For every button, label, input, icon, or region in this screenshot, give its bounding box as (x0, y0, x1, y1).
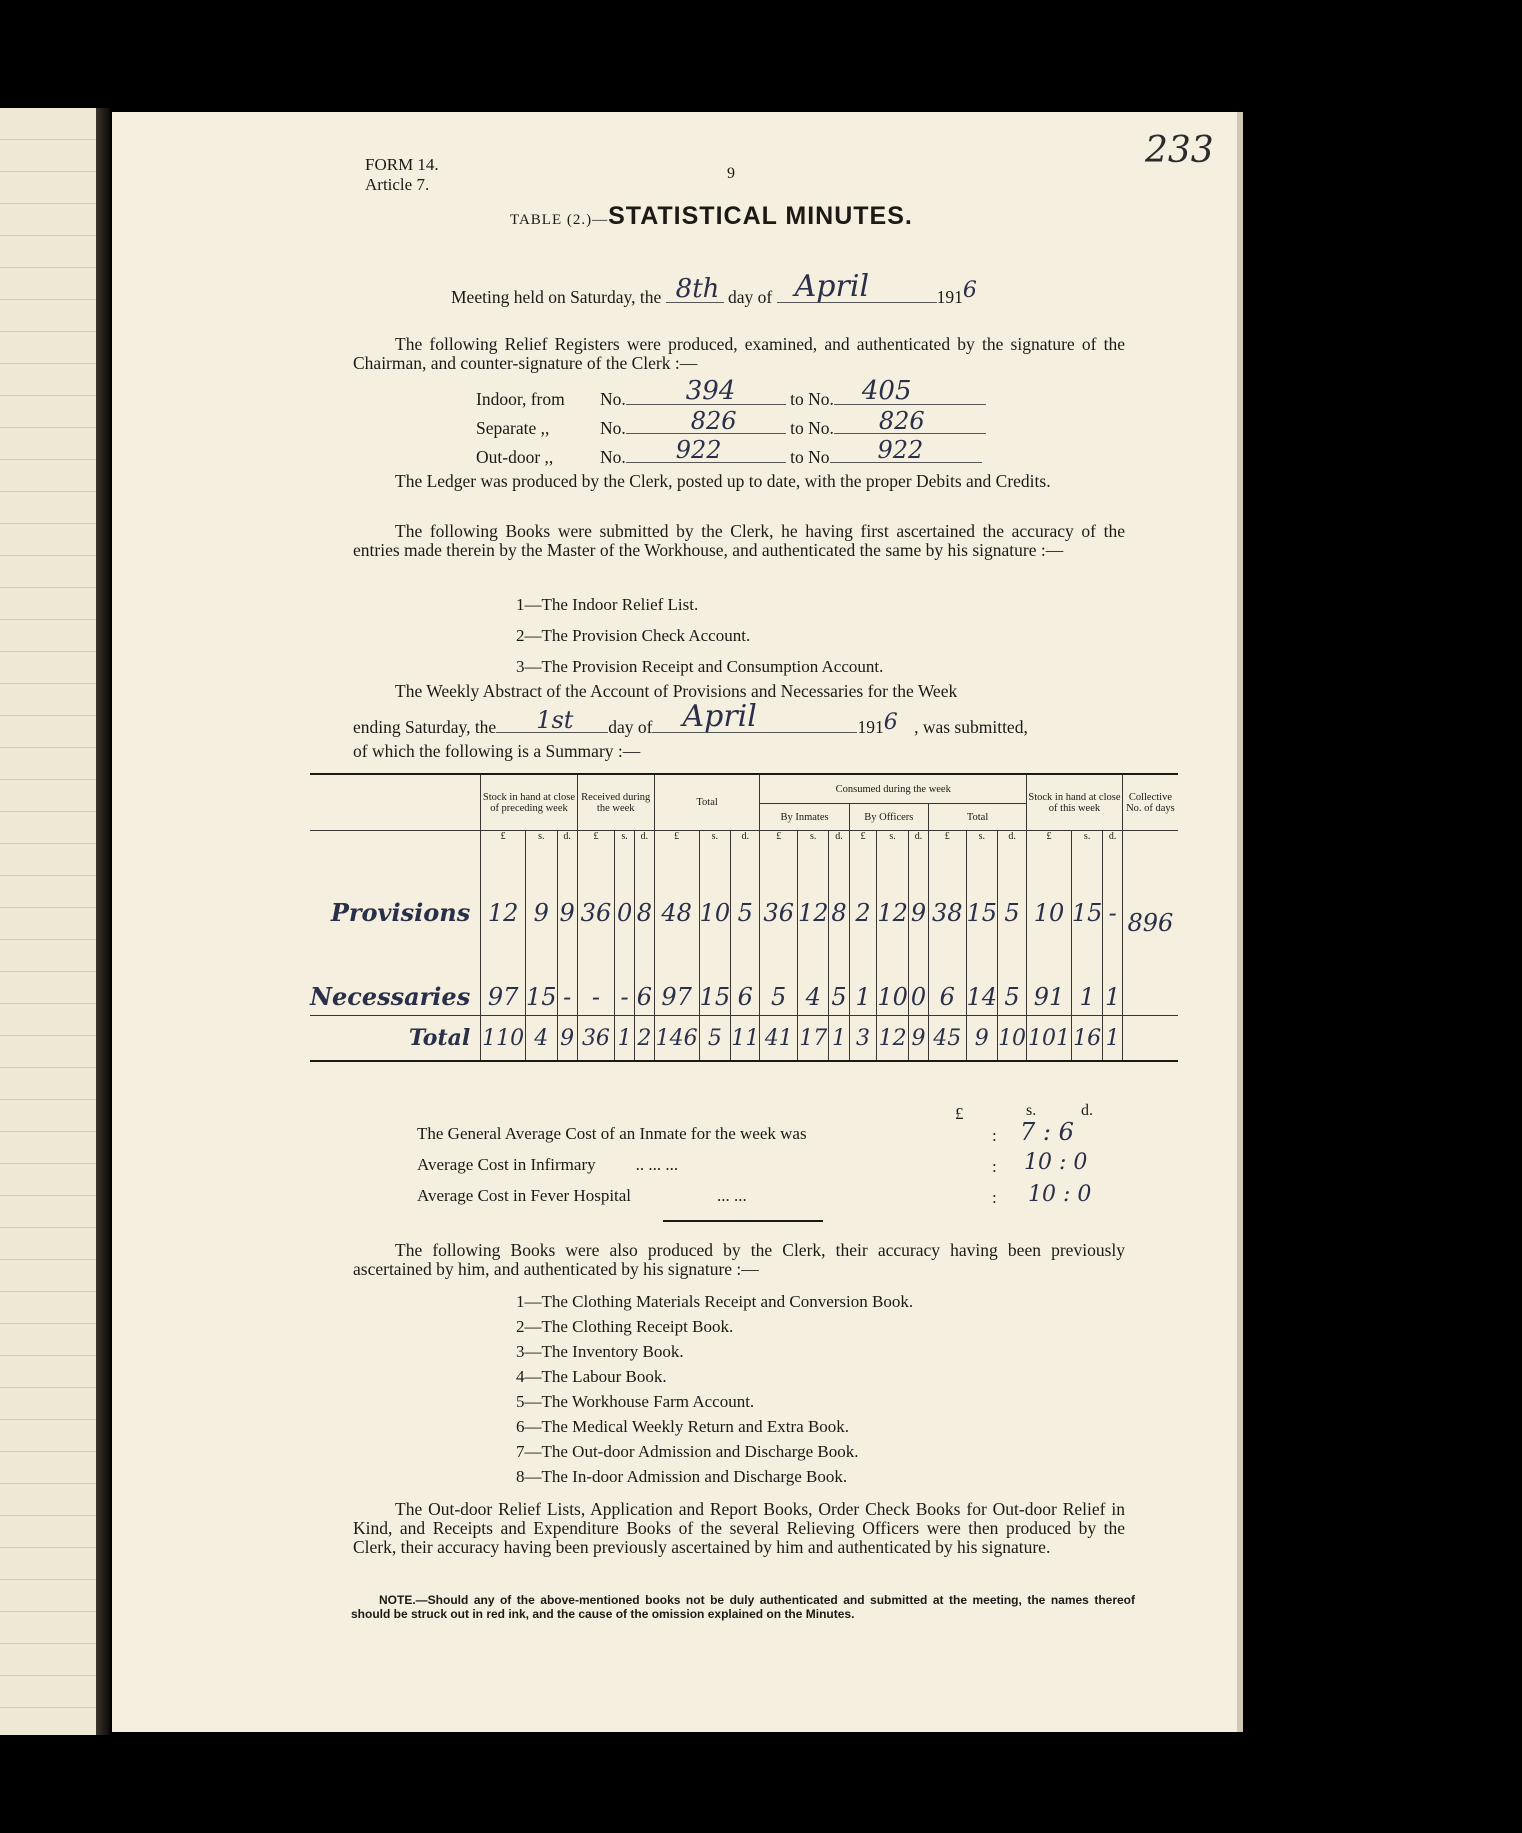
abstract-month: April (682, 699, 757, 734)
unit-label: d. (557, 831, 577, 848)
list-item: 3—The Inventory Book. (516, 1342, 684, 1361)
list-item: 3—The Provision Receipt and Consumption Account. (516, 657, 884, 676)
header-collective-days: Collective No. of days (1122, 774, 1178, 831)
summary-table (310, 773, 1178, 1062)
avg-row-general: The General Average Cost of an Inmate for the week was (417, 1124, 807, 1143)
register-to-label: to No (790, 447, 830, 467)
table-cell-blank (1122, 1016, 1178, 1062)
register-label: Separate ,, (476, 418, 550, 438)
avg-unit-s: s. (1026, 1102, 1037, 1119)
ledger-text: The Ledger was produced by the Clerk, posted up to date, with the proper Debits and Credits. (395, 471, 1051, 491)
meeting-month-field (777, 269, 937, 304)
meeting-year-prefix: 191 (936, 287, 963, 307)
table-cell: 4 (797, 931, 829, 1016)
unit-label: d. (634, 831, 654, 848)
register-to-field (830, 436, 982, 464)
list-item: 1—The Indoor Relief List. (516, 595, 699, 614)
table-cell: 12 (877, 847, 909, 931)
table-cell: - (615, 931, 635, 1016)
also-list (516, 1289, 913, 1489)
table-cell: 16 (1071, 1016, 1103, 1062)
table-cell: 2 (634, 1016, 654, 1062)
header-received: Received during the week (577, 774, 654, 831)
unit-label: £ (1027, 831, 1072, 848)
unit-label: d. (1103, 831, 1122, 848)
table-cell: - (557, 931, 577, 1016)
unit-label: s. (526, 831, 558, 848)
table-cell: - (1103, 847, 1122, 931)
table-cell: 110 (481, 1016, 526, 1062)
register-no-label: No. (600, 389, 626, 409)
meeting-day-field (666, 274, 724, 304)
table-cell: 36 (577, 847, 614, 931)
table-cell: 5 (731, 847, 760, 931)
list-item: 2—The Provision Check Account. (516, 626, 751, 645)
register-no-label: No. (600, 447, 626, 467)
table-cell: 5 (829, 931, 849, 1016)
unit-label: d. (731, 831, 760, 848)
table-cell: 10 (877, 931, 909, 1016)
list-item: 1—The Clothing Materials Receipt and Conversion Book. (516, 1292, 914, 1311)
abstract-year-digit: 6 (883, 710, 898, 735)
register-to-label: to No. (790, 389, 834, 409)
colon: : (992, 1188, 997, 1207)
table-cell: 12 (877, 1016, 909, 1062)
table-cell: 36 (760, 847, 797, 931)
register-from-field (626, 436, 786, 464)
abstract-ending: ending Saturday, the (353, 717, 497, 737)
table-cell: 5 (760, 931, 797, 1016)
article-number: Article 7. (365, 175, 430, 194)
table-cell: 97 (654, 931, 699, 1016)
unit-label: £ (849, 831, 877, 848)
table-cell: 41 (760, 1016, 797, 1062)
table-label: TABLE (2.)— (510, 212, 609, 228)
table-cell: 15 (966, 847, 998, 931)
table-cell: 5 (998, 931, 1027, 1016)
table-cell: 1 (829, 1016, 849, 1062)
unit-label: s. (615, 831, 635, 848)
register-from: 922 (675, 436, 722, 464)
table-cell: 5 (998, 847, 1027, 931)
abstract-line2 (353, 699, 1028, 739)
table-cell: 17 (797, 1016, 829, 1062)
avg-label: Average Cost in Infirmary (417, 1155, 596, 1174)
footnote (351, 1593, 1135, 1621)
unit-label: s. (699, 831, 731, 848)
header-by-inmates: By Inmates (760, 804, 849, 831)
table-cell: 4 (526, 1016, 558, 1062)
register-to-label: to No. (790, 418, 834, 438)
header-stock-this: Stock in hand at close of this week (1027, 774, 1123, 831)
note-label: NOTE. (379, 1593, 416, 1607)
colon: : (992, 1126, 997, 1145)
avg-row-fever (417, 1186, 747, 1206)
outdoor-paragraph (353, 1500, 1125, 1557)
header-blank (310, 774, 481, 831)
facing-page (0, 108, 104, 1735)
table-cell: 10 (1027, 847, 1072, 931)
register-to: 826 (878, 407, 925, 435)
table-cell: 15 (1071, 847, 1103, 931)
table-cell: 6 (929, 931, 966, 1016)
table-cell: 91 (1027, 931, 1072, 1016)
register-to-field (834, 407, 986, 435)
unit-label: £ (654, 831, 699, 848)
books-paragraph (353, 522, 1125, 560)
register-from: 826 (690, 407, 737, 435)
page-edge (1237, 112, 1243, 1732)
page-number: 9 (727, 165, 735, 182)
table-cell: 9 (557, 847, 577, 931)
meeting-line (451, 269, 977, 309)
unit-label: £ (481, 831, 526, 848)
form-reference (365, 155, 439, 195)
avg-unit-pound (955, 1104, 964, 1124)
list-item: 7—The Out-door Admission and Discharge Book. (516, 1442, 859, 1461)
abstract-month-field (652, 699, 857, 734)
unit-label: s. (797, 831, 829, 848)
divider-rule (663, 1220, 823, 1222)
register-from-field (626, 407, 786, 435)
table-cell: 45 (929, 1016, 966, 1062)
abstract-line3: of which the following is a Summary :— (353, 741, 641, 761)
register-row-outdoor (476, 436, 982, 468)
table-cell: 1 (1071, 931, 1103, 1016)
row-label: Total (310, 1016, 481, 1062)
table-cell: 1 (615, 1016, 635, 1062)
header-consumed-total: Total (929, 804, 1027, 831)
header-by-officers: By Officers (849, 804, 928, 831)
table-cell: 0 (615, 847, 635, 931)
register-from-field (626, 376, 786, 406)
table-cell: 12 (797, 847, 829, 931)
table-cell: - (577, 931, 614, 1016)
avg-value-general: 7 : 6 (1020, 1118, 1074, 1146)
table-cell: 101 (1027, 1016, 1072, 1062)
outdoor-text: The Out-door Relief Lists, Application and Report Books, Order Check Books for Out-door Relief in Kind, and Receipts and Expenditure Books of the several Relieving Officers were then produced by the Clerk, their accuracy having been previously ascertained by him and authenticated by his signature. (353, 1499, 1125, 1557)
table-cell: 9 (908, 1016, 928, 1062)
unit-label: s. (1071, 831, 1103, 848)
abstract-day-field (496, 706, 608, 734)
abstract-line1-text: The Weekly Abstract of the Account of Provisions and Necessaries for the Week (395, 681, 958, 701)
table-cell: 1 (849, 931, 877, 1016)
registers-intro (353, 335, 1125, 373)
avg-label: Average Cost in Fever Hospital (417, 1186, 632, 1205)
header-stock-prev: Stock in hand at close of preceding week (481, 774, 577, 831)
unit-label: £ (760, 831, 797, 848)
table-cell: 10 (998, 1016, 1027, 1062)
units-blank (310, 831, 481, 848)
table-cell: 48 (654, 847, 699, 931)
table-cell: 9 (526, 847, 558, 931)
register-label: Out-door ,, (476, 447, 554, 467)
table-cell: 3 (849, 1016, 877, 1062)
table-cell: 9 (557, 1016, 577, 1062)
unit-label: d. (908, 831, 928, 848)
unit-label: s. (966, 831, 998, 848)
register-from: 394 (685, 376, 736, 406)
table-cell: 9 (966, 1016, 998, 1062)
register-row-separate (476, 407, 986, 439)
list-item: 5—The Workhouse Farm Account. (516, 1392, 755, 1411)
table-cell: 10 (699, 847, 731, 931)
avg-dots: .. ... ... (635, 1155, 679, 1174)
meeting-year-digit: 6 (962, 278, 977, 303)
avg-value-fever: 10 : 0 (1028, 1182, 1092, 1207)
unit-label: s. (877, 831, 909, 848)
table-cell: 11 (731, 1016, 760, 1062)
registers-intro-text: The following Relief Registers were produced, examined, and authenticated by the signature of the Chairman, and counter-signature of the Clerk :— (353, 334, 1125, 373)
table-cell: 36 (577, 1016, 614, 1062)
table-cell: 146 (654, 1016, 699, 1062)
abstract-submitted: , was submitted, (914, 717, 1028, 737)
header-consumed: Consumed during the week (760, 774, 1027, 804)
book-spine (96, 108, 110, 1735)
avg-row-infirmary (417, 1155, 678, 1175)
table-cell: 8 (634, 847, 654, 931)
table-cell: 0 (908, 931, 928, 1016)
table-cell: 9 (908, 847, 928, 931)
unit-label: d. (998, 831, 1027, 848)
unit-label: £ (929, 831, 966, 848)
pound-sign: £ (955, 1104, 964, 1123)
table-cell: 1 (1103, 1016, 1122, 1062)
meeting-prefix: Meeting held on Saturday, the (451, 287, 662, 307)
table-cell: 14 (966, 931, 998, 1016)
register-to: 405 (861, 376, 912, 406)
also-text: The following Books were also produced by the Clerk, their accuracy having been previously ascertained by him, and authenticated by his signature :— (353, 1240, 1125, 1279)
note-text: —Should any of the above-mentioned books not be duly authenticated and submitted at the meeting, the names thereof should be struck out in red ink, and the cause of the omission explained on the Minutes. (351, 1593, 1135, 1621)
table-cell: 6 (731, 931, 760, 1016)
register-no-label: No. (600, 418, 626, 438)
register-to: 922 (877, 436, 924, 464)
abstract-year-prefix: 191 (857, 717, 884, 737)
register-label: Indoor, from (476, 389, 565, 409)
avg-value-infirmary: 10 : 0 (1024, 1150, 1088, 1175)
table-cell: 15 (699, 931, 731, 1016)
table-cell: 15 (526, 931, 558, 1016)
table-cell: 1 (1103, 931, 1122, 1016)
also-paragraph (353, 1241, 1125, 1279)
register-row-indoor (476, 376, 986, 410)
ledger-paragraph (353, 472, 1125, 491)
table-cell: 2 (849, 847, 877, 931)
table-cell: 38 (929, 847, 966, 931)
page-title (510, 202, 913, 231)
row-label: Provisions (330, 898, 471, 927)
list-item: 4—The Labour Book. (516, 1367, 667, 1386)
title-text: STATISTICAL MINUTES. (608, 202, 913, 230)
form-number: FORM 14. (365, 155, 439, 174)
row-label: Necessaries (310, 982, 471, 1011)
header-total: Total (654, 774, 760, 831)
table-cell: 6 (634, 931, 654, 1016)
list-item: 2—The Clothing Receipt Book. (516, 1317, 734, 1336)
meeting-month: April (794, 269, 870, 304)
table-cell: 97 (481, 931, 526, 1016)
abstract-day-of: day of (608, 717, 653, 737)
abstract-day: 1st (536, 706, 574, 734)
unit-label: d. (829, 831, 849, 848)
colon: : (992, 1157, 997, 1176)
books-text: The following Books were submitted by the Clerk, he having first ascertained the accuracy of the entries made therein by the Master of the Workhouse, and authenticated the same by his signature :— (353, 521, 1125, 560)
avg-dots: ... ... (717, 1186, 747, 1205)
list-item: 6—The Medical Weekly Return and Extra Book. (516, 1417, 850, 1436)
books-list (516, 589, 883, 682)
avg-unit-d: d. (1081, 1102, 1093, 1119)
table-cell: 12 (481, 847, 526, 931)
folio-number: 233 (1145, 130, 1214, 171)
register-to-field (834, 376, 986, 406)
collective-days-value: 896 (1127, 909, 1174, 937)
table-cell: 5 (699, 1016, 731, 1062)
list-item: 8—The In-door Admission and Discharge Book. (516, 1467, 848, 1486)
collective-days-cell (1122, 831, 1178, 1016)
meeting-day: 8th (675, 274, 720, 304)
table-cell: 8 (829, 847, 849, 931)
meeting-day-of: day of (728, 287, 773, 307)
unit-label: £ (577, 831, 614, 848)
